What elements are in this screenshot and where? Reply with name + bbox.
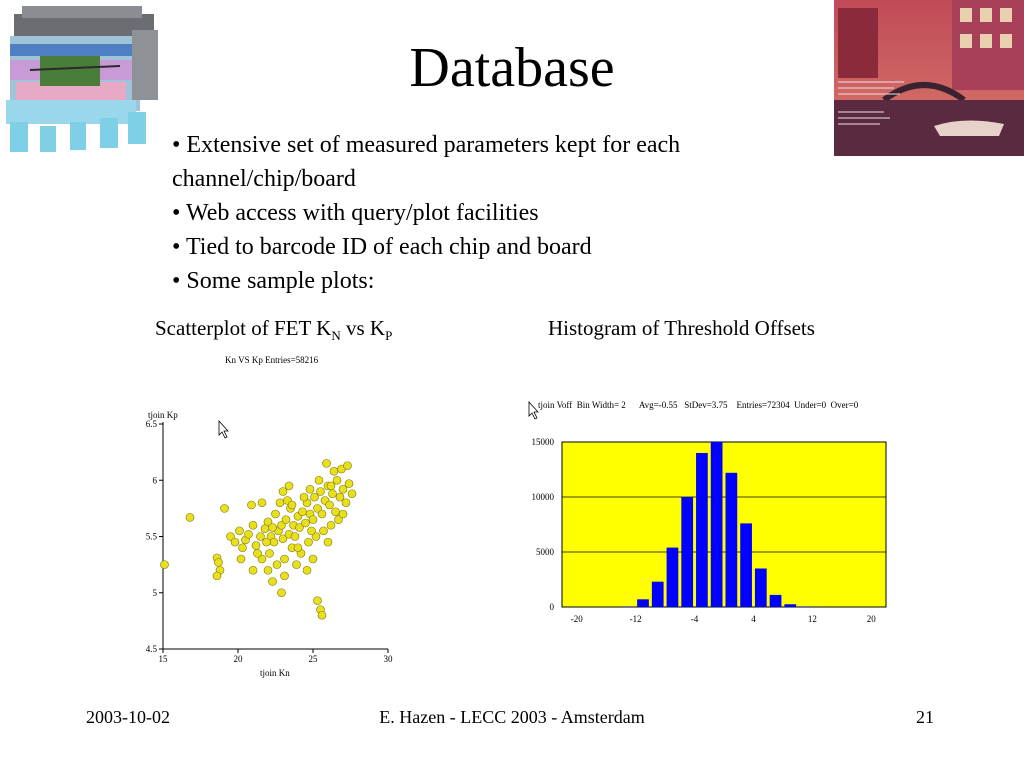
histogram-x-tick-label: 12 — [807, 614, 817, 624]
scatter-point — [327, 482, 335, 490]
scatter-point — [161, 561, 169, 569]
histogram-bar — [726, 473, 738, 607]
histogram-x-tick-label: -20 — [570, 614, 583, 624]
scatter-point — [315, 476, 323, 484]
histogram-bar — [799, 606, 811, 607]
scatter-point — [300, 493, 308, 501]
scatter-point — [302, 519, 310, 527]
histogram-title: tjoin Voff Bin Width= 2 Avg=-0.55 StDev=3.75 Entries=72304 Under=0 Over=0 — [538, 400, 859, 410]
scatter-caption-text: Scatterplot of FET K — [155, 316, 332, 340]
scatter-point — [266, 549, 274, 557]
histogram-caption: Histogram of Threshold Offsets — [548, 316, 815, 340]
scatter-point — [213, 572, 221, 580]
scatter-point — [323, 459, 331, 467]
detector-image — [0, 0, 167, 156]
scatter-point — [221, 504, 229, 512]
cursor-icon — [529, 402, 538, 419]
scatter-y-tick-label: 6 — [152, 475, 157, 486]
scatter-point — [272, 510, 280, 518]
bullet-item: • Some sample plots: — [172, 268, 375, 294]
scatter-point — [281, 572, 289, 580]
scatter-x-tick-label: 25 — [308, 654, 318, 664]
scatter-point — [249, 566, 257, 574]
histogram-bar — [652, 582, 664, 607]
cursor-icon — [219, 421, 228, 438]
scatter-point — [318, 611, 326, 619]
scatter-point — [330, 467, 338, 475]
bullet-item: • Extensive set of measured parameters kept for each — [172, 132, 681, 158]
scatter-point — [288, 501, 296, 509]
scatter-y-tick-label: 6.5 — [145, 419, 157, 429]
scatter-y-tick-label: 5.5 — [145, 531, 157, 542]
scatter-point — [299, 508, 307, 516]
scatter-point — [344, 462, 352, 470]
histogram-plot-area — [562, 442, 886, 607]
scatter-point — [273, 561, 281, 569]
histogram-bar — [681, 497, 693, 607]
scatter-x-tick-label: 15 — [158, 654, 168, 664]
histogram-x-tick-label: 20 — [866, 614, 876, 624]
scatter-point — [306, 485, 314, 493]
scatter-point — [282, 516, 290, 524]
scatter-caption-sub-n: N — [331, 328, 341, 344]
scatter-point — [245, 530, 253, 538]
footer-date: 2003-10-02 — [86, 707, 170, 727]
scatter-point — [278, 589, 286, 597]
scatter-point — [291, 533, 299, 541]
scatter-caption-mid: vs K — [340, 316, 386, 340]
histogram-x-tick-label: -4 — [690, 614, 699, 624]
bullet-item: channel/chip/board — [172, 166, 356, 192]
histogram-bar — [637, 599, 649, 607]
scatter-point — [281, 555, 289, 563]
scatter-point — [339, 510, 347, 518]
scatter-point — [258, 499, 266, 507]
scatter-point — [314, 597, 322, 605]
scatter-point — [239, 544, 247, 552]
scatter-point — [320, 527, 328, 535]
histogram-bar — [740, 523, 752, 607]
scatter-y-tick-label: 4.5 — [145, 644, 157, 654]
histogram-x-tick-label: -12 — [629, 614, 642, 624]
scatter-point — [276, 499, 284, 507]
scatter-point — [252, 542, 260, 550]
scatter-point — [263, 538, 271, 546]
scatter-point — [186, 513, 194, 521]
scatter-point — [309, 516, 317, 524]
scatter-point — [264, 566, 272, 574]
scatter-point — [326, 501, 334, 509]
scatter-point — [294, 544, 302, 552]
slide-title: Database — [409, 37, 615, 99]
histogram-bar — [784, 604, 796, 607]
scatter-point — [348, 490, 356, 498]
bullet-item: • Web access with query/plot facilities — [172, 200, 539, 226]
scatter-point — [249, 521, 257, 529]
scatter-point — [308, 527, 316, 535]
scatter-point — [332, 508, 340, 516]
scatter-point — [293, 561, 301, 569]
histogram-y-tick-label: 0 — [549, 602, 554, 612]
scatter-caption — [155, 316, 392, 344]
scatter-point — [269, 578, 277, 586]
scatter-point — [342, 499, 350, 507]
scatter-point — [324, 538, 332, 546]
bullet-list — [172, 128, 792, 298]
histogram-bar — [711, 442, 723, 607]
scatter-point — [236, 527, 244, 535]
scatter-point — [248, 501, 256, 509]
histogram-y-tick-label: 15000 — [531, 437, 554, 447]
scatter-chart — [130, 350, 410, 685]
footer-center: E. Hazen - LECC 2003 - Amsterdam — [379, 707, 645, 727]
scatter-point — [327, 521, 335, 529]
scatter-caption-sub-p: P — [385, 328, 393, 344]
scatter-point — [309, 555, 317, 563]
scatter-y-tick-label: 5 — [152, 587, 157, 598]
histogram-chart — [520, 392, 920, 632]
bullet-item: • Tied to barcode ID of each chip and board — [172, 234, 592, 260]
amsterdam-photo — [834, 0, 1024, 156]
histogram-bar — [755, 569, 767, 608]
scatter-point — [303, 566, 311, 574]
histogram-bar — [622, 606, 634, 607]
scatter-x-tick-label: 30 — [383, 654, 393, 664]
histogram-y-tick-label: 10000 — [531, 492, 554, 502]
scatter-point — [318, 510, 326, 518]
page-number: 21 — [916, 707, 934, 727]
scatter-point — [279, 488, 287, 496]
scatter-point — [254, 549, 262, 557]
scatter-y-label: tjoin Kp — [148, 410, 178, 420]
histogram-bar — [696, 453, 708, 607]
scatter-point — [329, 490, 337, 498]
scatter-x-tick-label: 20 — [233, 654, 243, 664]
scatter-point — [215, 558, 223, 566]
histogram-bar — [667, 548, 679, 607]
scatter-x-label: tjoin Kn — [260, 668, 290, 678]
scatter-point — [237, 555, 245, 563]
scatter-point — [345, 480, 353, 488]
scatter-point — [270, 538, 278, 546]
scatter-point — [317, 488, 325, 496]
scatter-title: Kn VS Kp Entries=58216 — [225, 355, 319, 365]
histogram-x-tick-label: 4 — [751, 614, 756, 624]
histogram-y-tick-label: 5000 — [536, 547, 554, 557]
scatter-point — [231, 538, 239, 546]
histogram-bar — [770, 595, 782, 607]
scatter-point — [305, 538, 313, 546]
scatter-point — [269, 524, 277, 532]
